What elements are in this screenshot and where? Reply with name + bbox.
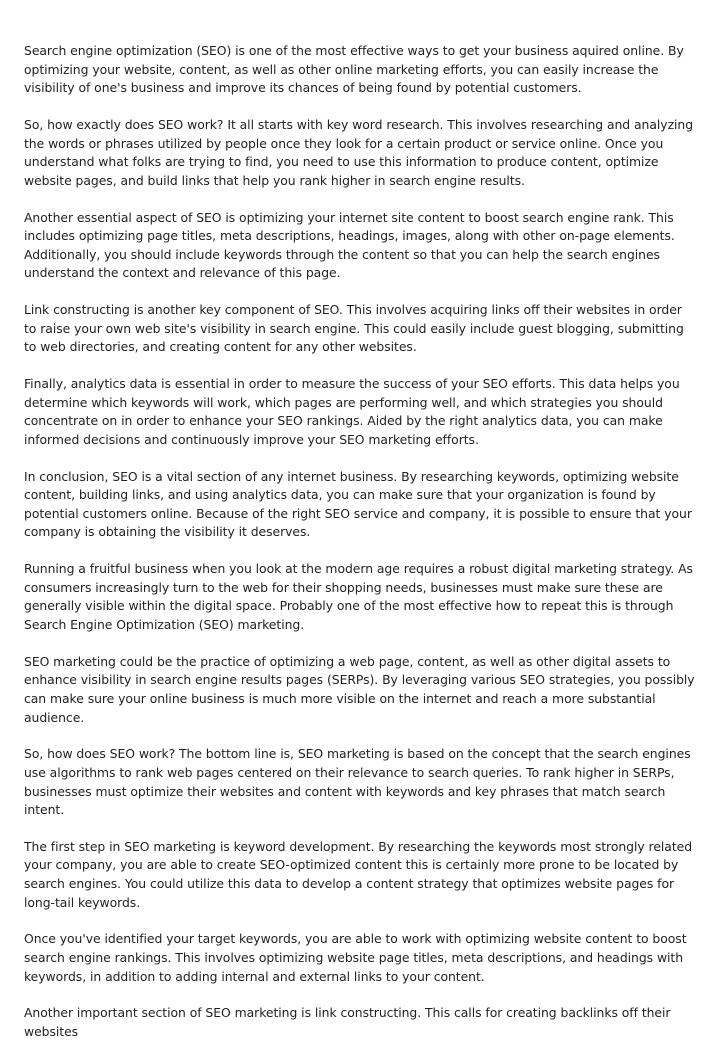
article-body — [24, 42, 698, 1060]
paragraph-5: Finally, analytics data is essential in order to measure the success of your SEO efforts. This data helps you determine which keywords will work, which pages are performing well, and which strategies you should concentrate on in order to enhance your SEO rankings. Aided by the right analytics data, you can make informed decisions and continuously improve your SEO marketing efforts. — [24, 376, 680, 447]
paragraph-2: So, how exactly does SEO work? It all starts with key word research. This involves researching and analyzing the words or phrases utilized by people once they look for a certain product or service online. Once you understand what folks are trying to find, you need to use this information to produce content, optimize website pages, and build links that help you rank higher in search engine results. — [24, 116, 694, 188]
paragraph-10: The first step in SEO marketing is keyword development. By researching the keywords most strongly related your company, you are able to create SEO-optimized content this is certainly more prone to be located by search engines. You could utilize this data to develop a content strategy that optimizes website pages for long-tail keywords. — [24, 838, 693, 910]
paragraph-3: Another essential aspect of SEO is optimizing your internet site content to boost search engine rank. This includes optimizing page titles, meta descriptions, headings, images, along with other on-page elements. Additionally, you should include keywords through the content so that you can help the search engines understand the context and relevance of this page. — [24, 209, 675, 281]
paragraph-11: Once you've identified your target keywords, you are able to work with optimizing website content to boost search engine rankings. This involves optimizing website page titles, meta descriptions, and headings with keywords, in addition to adding internal and external links to your content. — [24, 931, 687, 984]
paragraph-4: Link constructing is another key component of SEO. This involves acquiring links off their websites in order to raise your own web site's visibility in search engine. This could easily include guest blogging, submitting to web directories, and creating content for any other websites. — [24, 302, 684, 355]
paragraph-12: Another important section of SEO marketing is link constructing. This calls for creating backlinks off their websites — [24, 1005, 671, 1039]
paragraph-1: Search engine optimization (SEO) is one of the most effective ways to get your business aquired online. By optimizing your website, content, as well as other online marketing efforts, you can easily increase the visibility of one's business and improve its chances of being found by potential customers. — [24, 43, 684, 96]
paragraph-7: Running a fruitful business when you look at the modern age requires a robust digital marketing strategy. As consumers increasingly turn to the web for their shopping needs, businesses must make sure these are generally visible within the digital space. Probably one of the most effective how to repeat this is through Search Engine Optimization (SEO) marketing. — [24, 561, 693, 632]
paragraph-6: In conclusion, SEO is a vital section of any internet business. By researching keywords, optimizing website content, building links, and using analytics data, you can make sure that your organization is found by potential customers online. Because of the right SEO service and company, it is possible to ensure that your company is obtaining the visibility it deserves. — [24, 468, 692, 540]
paragraph-8: SEO marketing could be the practice of optimizing a web page, content, as well as other digital assets to enhance visibility in search engine results pages (SERPs). By leveraging various SEO strategies, you possibly can make sure your online business is much more visible on the internet and reach a more substantial audience. — [24, 653, 695, 725]
paragraph-9: So, how does SEO work? The bottom line is, SEO marketing is based on the concept that the search engines use algorithms to rank web pages centered on their relevance to search queries. To rank higher in SERPs, businesses must optimize their websites and content with keywords and key phrases that match search intent. — [24, 746, 691, 818]
